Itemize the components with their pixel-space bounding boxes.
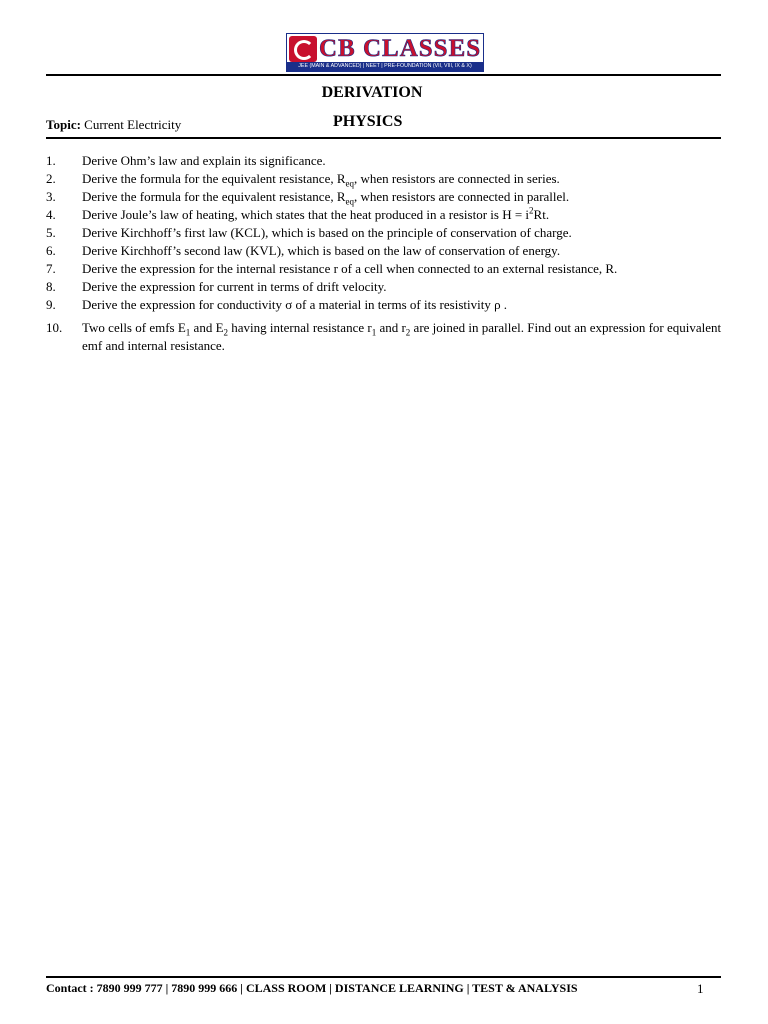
question-number: 8. [46,279,56,294]
question-list [46,152,726,355]
question-text: Derive Ohm’s law and explain its significance. [82,153,326,168]
question-number: 1. [46,153,56,168]
question-item [46,319,726,355]
question-text: Two cells of emfs $E_1$ and $E_2$ having internal resistance $r_1$ and $r_2$ are joined in parallel. Find out an expression for equivalent emf and internal resistance. [82,320,722,353]
question-text: Derive the formula for the equivalent resistance, $R_{eq}$, when resistors are connected in series. [82,171,560,189]
subject-title: PHYSICS [333,113,403,130]
brand-tagline: JEE (MAIN & ADVANCED) | NEET | PRE-FOUNDATION (VII, VIII, IX & X) [287,62,483,71]
question-number: 3. [46,189,56,204]
question-number: 4. [46,207,56,222]
question-item [46,278,726,296]
question-text: Derive the expression for current in terms of drift velocity. [82,279,387,294]
question-number: 9. [46,297,56,312]
question-item [46,152,726,170]
question-item [46,170,726,188]
question-item [46,206,726,224]
question-text: Derive Kirchhoff’s first law (KCL), which is based on the principle of conservation of charge. [82,225,572,240]
question-number: 6. [46,243,56,258]
question-text: Derive the expression for conductivity σ of a material in terms of its resistivity ρ . [82,297,508,312]
logo-mark-icon [289,36,317,62]
topic-value: Current Electricity [84,117,182,132]
question-number: 2. [46,171,56,186]
question-text: Derive Joule’s law of heating, which states that the heat produced in a resistor is $H = i^2Rt$. [82,205,550,222]
question-text: Derive the formula for the equivalent resistance, $R_{eq}$, when resistors are connected in parallel. [82,189,570,207]
question-item [46,260,726,278]
page-number: 1 [697,981,704,996]
question-item [46,224,726,242]
page-title: DERIVATION [321,84,423,101]
brand-name: CB CLASSES [319,35,482,62]
topic-label: Topic: [46,117,81,132]
question-number: 7. [46,261,56,276]
brand-logo [286,33,484,72]
question-item [46,242,726,260]
question-item [46,188,726,206]
question-text: Derive the expression for the internal resistance r of a cell when connected to an external resistance, R. [82,261,618,276]
header-bottom-rule [46,137,721,139]
question-text: Derive Kirchhoff’s second law (KVL), which is based on the law of conservation of energy. [82,243,561,258]
footer-contact: Contact : 7890 999 777 | 7890 999 666 | CLASS ROOM | DISTANCE LEARNING | TEST & ANALYSIS [46,981,578,995]
topic-line [46,117,181,133]
header-top-rule [46,74,721,76]
footer-rule [46,976,721,978]
question-item [46,296,726,314]
question-number: 5. [46,225,56,240]
question-number: 10. [46,320,63,335]
